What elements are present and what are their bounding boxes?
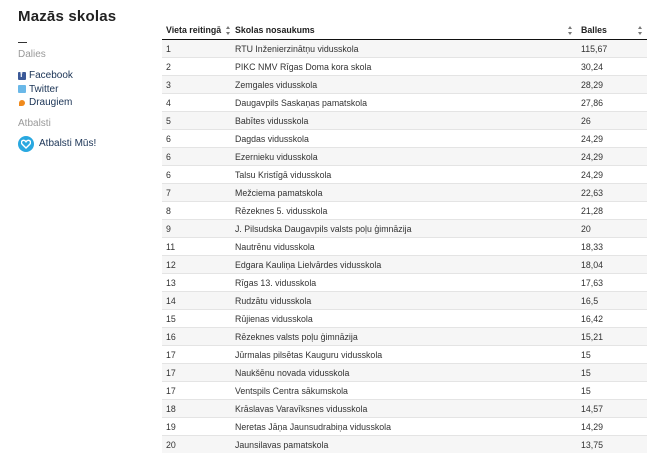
- sidebar: [18, 0, 148, 152]
- points-cell: 16,42: [577, 310, 647, 328]
- school-name-cell: Rūjienas vidusskola: [231, 310, 577, 328]
- table-row: [162, 436, 647, 453]
- school-name-cell: Mežciema pamatskola: [231, 184, 577, 202]
- twitter-icon: [18, 85, 26, 93]
- rank-cell: 1: [162, 40, 231, 58]
- heart-icon: [18, 136, 34, 152]
- table-row: [162, 112, 647, 130]
- sort-icon[interactable]: [638, 26, 643, 35]
- support-us-link[interactable]: [18, 136, 148, 152]
- share-facebook-link[interactable]: [18, 69, 148, 83]
- rank-cell: 16: [162, 328, 231, 346]
- school-name-cell: Jūrmalas pilsētas Kauguru vidusskola: [231, 346, 577, 364]
- school-name-cell: Babītes vidusskola: [231, 112, 577, 130]
- share-draugiem-label: Draugiem: [29, 97, 73, 109]
- points-cell: 24,29: [577, 166, 647, 184]
- table-row: [162, 292, 647, 310]
- table-row: [162, 94, 647, 112]
- school-name-cell: Ventspils Centra sākumskola: [231, 382, 577, 400]
- points-cell: 18,33: [577, 238, 647, 256]
- table-row: [162, 400, 647, 418]
- support-us-label: Atbalsti Mūs!: [39, 138, 97, 149]
- points-cell: 20: [577, 220, 647, 238]
- points-cell: 16,5: [577, 292, 647, 310]
- points-cell: 115,67: [577, 40, 647, 58]
- rank-cell: 19: [162, 418, 231, 436]
- rank-cell: 3: [162, 76, 231, 94]
- share-twitter-label: Twitter: [29, 83, 59, 95]
- name-column-header[interactable]: [231, 21, 577, 40]
- points-cell: 28,29: [577, 76, 647, 94]
- rank-cell: 20: [162, 436, 231, 453]
- points-cell: 14,29: [577, 418, 647, 436]
- school-name-cell: Dagdas vidusskola: [231, 130, 577, 148]
- table-row: [162, 328, 647, 346]
- school-name-cell: Naukšēnu novada vidusskola: [231, 364, 577, 382]
- points-cell: 17,63: [577, 274, 647, 292]
- school-name-cell: Krāslavas Varavīksnes vidusskola: [231, 400, 577, 418]
- points-cell: 22,63: [577, 184, 647, 202]
- table-row: [162, 256, 647, 274]
- rank-column-header[interactable]: [162, 21, 231, 40]
- rank-cell: 18: [162, 400, 231, 418]
- points-cell: 18,04: [577, 256, 647, 274]
- draugiem-icon: [18, 99, 26, 107]
- rank-cell: 17: [162, 346, 231, 364]
- share-section-label: Dalies: [18, 49, 46, 60]
- rank-cell: 6: [162, 148, 231, 166]
- support-section-label: Atbalsti: [18, 117, 51, 129]
- rank-cell: 17: [162, 364, 231, 382]
- share-twitter-link[interactable]: [18, 83, 148, 97]
- school-name-cell: Nautrēnu vidusskola: [231, 238, 577, 256]
- school-name-cell: Ezernieku vidusskola: [231, 148, 577, 166]
- school-name-cell: Zemgales vidusskola: [231, 76, 577, 94]
- school-name-cell: J. Pilsudska Daugavpils valsts poļu ģimnāzija: [231, 220, 577, 238]
- points-cell: 27,86: [577, 94, 647, 112]
- points-cell: 13,75: [577, 436, 647, 453]
- rank-cell: 12: [162, 256, 231, 274]
- table-row: [162, 418, 647, 436]
- school-name-cell: Talsu Kristīgā vidusskola: [231, 166, 577, 184]
- school-name-cell: Rudzātu vidusskola: [231, 292, 577, 310]
- points-cell: 24,29: [577, 148, 647, 166]
- table-row: [162, 274, 647, 292]
- rank-cell: 11: [162, 238, 231, 256]
- table-row: [162, 166, 647, 184]
- rank-cell: 4: [162, 94, 231, 112]
- ranking-table-container: [162, 21, 647, 453]
- title-divider: [18, 42, 27, 43]
- school-name-cell: Edgara Kauliņa Lielvārdes vidusskola: [231, 256, 577, 274]
- table-row: [162, 202, 647, 220]
- school-name-cell: RTU Inženierzinātņu vidusskola: [231, 40, 577, 58]
- points-cell: 15: [577, 346, 647, 364]
- rank-cell: 6: [162, 166, 231, 184]
- table-row: [162, 364, 647, 382]
- share-list: [18, 69, 148, 110]
- school-name-cell: Rīgas 13. vidusskola: [231, 274, 577, 292]
- rank-cell: 13: [162, 274, 231, 292]
- points-cell: 24,29: [577, 130, 647, 148]
- table-row: [162, 40, 647, 58]
- rank-cell: 5: [162, 112, 231, 130]
- sort-icon[interactable]: [568, 26, 573, 35]
- name-header-label: Skolas nosaukums: [235, 25, 315, 35]
- points-header-label: Balles: [581, 25, 607, 35]
- rank-header-label: Vieta reitingā: [166, 25, 222, 35]
- rank-cell: 2: [162, 58, 231, 76]
- school-name-cell: Neretas Jāņa Jaunsudrabiņa vidusskola: [231, 418, 577, 436]
- rank-cell: 15: [162, 310, 231, 328]
- points-cell: 14,57: [577, 400, 647, 418]
- rank-cell: 7: [162, 184, 231, 202]
- table-row: [162, 238, 647, 256]
- points-column-header[interactable]: [577, 21, 647, 40]
- school-name-cell: PIKC NMV Rīgas Doma kora skola: [231, 58, 577, 76]
- table-row: [162, 346, 647, 364]
- share-facebook-label: Facebook: [29, 70, 73, 82]
- table-row: [162, 58, 647, 76]
- site-title[interactable]: Mazās skolas: [18, 8, 117, 25]
- table-row: [162, 76, 647, 94]
- table-body: [162, 40, 647, 453]
- rank-cell: 6: [162, 130, 231, 148]
- table-row: [162, 310, 647, 328]
- points-cell: 15: [577, 364, 647, 382]
- table-row: [162, 220, 647, 238]
- ranking-table: [162, 21, 647, 453]
- share-draugiem-link[interactable]: [18, 96, 148, 110]
- table-row: [162, 130, 647, 148]
- table-row: [162, 148, 647, 166]
- points-cell: 15: [577, 382, 647, 400]
- rank-cell: 9: [162, 220, 231, 238]
- school-name-cell: Rēzeknes 5. vidusskola: [231, 202, 577, 220]
- rank-cell: 8: [162, 202, 231, 220]
- rank-cell: 17: [162, 382, 231, 400]
- table-row: [162, 382, 647, 400]
- points-cell: 26: [577, 112, 647, 130]
- school-name-cell: Rēzeknes valsts poļu ģimnāzija: [231, 328, 577, 346]
- facebook-icon: [18, 72, 26, 80]
- school-name-cell: Jaunsilavas pamatskola: [231, 436, 577, 453]
- points-cell: 21,28: [577, 202, 647, 220]
- school-name-cell: Daugavpils Saskaņas pamatskola: [231, 94, 577, 112]
- points-cell: 15,21: [577, 328, 647, 346]
- table-header-row: [162, 21, 647, 40]
- points-cell: 30,24: [577, 58, 647, 76]
- table-row: [162, 184, 647, 202]
- rank-cell: 14: [162, 292, 231, 310]
